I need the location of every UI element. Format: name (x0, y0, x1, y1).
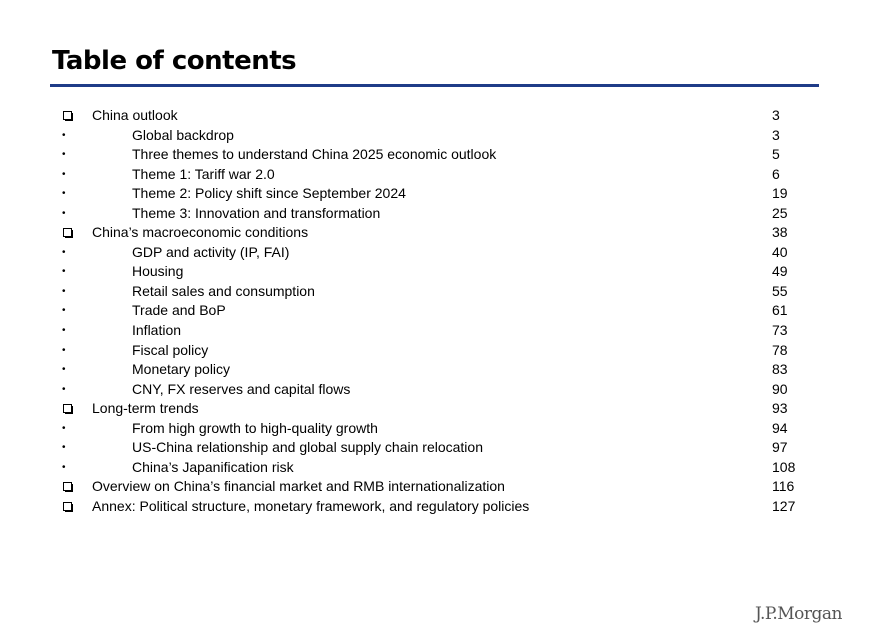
toc-subsection[interactable] (0, 204, 880, 224)
toc-subsection[interactable] (0, 458, 880, 478)
toc-section[interactable] (0, 477, 880, 497)
toc-subsection[interactable] (0, 360, 880, 380)
toc-page-number: 61 (772, 302, 788, 319)
toc-entry-label: Fiscal policy (132, 341, 209, 358)
bullet-icon: • (62, 246, 66, 258)
bullet-icon: • (62, 149, 66, 161)
toc-page-number: 93 (772, 400, 788, 417)
toc-entry-label: Monetary policy (132, 361, 231, 378)
title-divider (50, 84, 819, 87)
checkbox-bullet-icon (63, 228, 72, 237)
toc-entry-label: Retail sales and consumption (132, 282, 315, 299)
bullet-icon: • (62, 285, 66, 297)
toc-section[interactable] (0, 106, 880, 126)
bullet-icon: • (62, 383, 66, 395)
toc-subsection[interactable] (0, 184, 880, 204)
company-logo: J.P.Morgan (754, 604, 842, 624)
toc-subsection[interactable] (0, 301, 880, 321)
toc-entry-label: Annex: Political structure, monetary framework, and regulatory policies (92, 497, 530, 514)
bullet-icon: • (62, 207, 66, 219)
bullet-icon: • (62, 442, 66, 454)
bullet-icon: • (62, 344, 66, 356)
toc-entry-label: Overview on China’s financial market and RMB internationalization (92, 478, 505, 495)
toc-page-number: 3 (772, 107, 780, 123)
toc-subsection[interactable] (0, 145, 880, 165)
toc-subsection[interactable] (0, 321, 880, 341)
toc-page-number: 40 (772, 243, 788, 260)
toc-page-number: 73 (772, 322, 788, 339)
toc-subsection[interactable] (0, 126, 880, 146)
toc-page-number: 97 (772, 439, 788, 456)
toc-section[interactable] (0, 497, 880, 517)
toc-subsection[interactable] (0, 262, 880, 282)
toc-page-number: 25 (772, 204, 788, 221)
toc-entry-label: Theme 1: Tariff war 2.0 (132, 165, 275, 182)
bullet-icon: • (62, 188, 66, 200)
toc-entry-label: Three themes to understand China 2025 economic outlook (132, 146, 497, 163)
toc-page-number: 55 (772, 282, 788, 299)
bullet-icon: • (62, 305, 66, 317)
toc-subsection[interactable] (0, 438, 880, 458)
checkbox-bullet-icon (63, 502, 72, 511)
page-title: Table of contents (52, 46, 297, 76)
toc-page-number: 90 (772, 380, 788, 397)
toc-entry-label: Trade and BoP (132, 302, 226, 319)
toc-page-number: 6 (772, 165, 780, 182)
bullet-icon: • (62, 168, 66, 180)
toc-subsection[interactable] (0, 243, 880, 263)
toc-section[interactable] (0, 399, 880, 419)
toc-page-number: 19 (772, 185, 788, 202)
toc-entry-label: CNY, FX reserves and capital flows (132, 380, 351, 397)
toc-entry-label: Theme 2: Policy shift since September 2024 (132, 185, 406, 202)
toc-page-number: 116 (772, 478, 795, 495)
toc-entry-label: Housing (132, 263, 184, 280)
toc-page-number: 83 (772, 361, 788, 378)
bullet-icon: • (62, 364, 66, 376)
toc-entry-label: Long-term trends (92, 400, 199, 417)
toc-page-number: 49 (772, 263, 788, 280)
bullet-icon: • (62, 422, 66, 434)
toc-page-number: 94 (772, 419, 788, 436)
checkbox-bullet-icon (63, 482, 72, 491)
toc-section[interactable] (0, 223, 880, 243)
toc-page-number: 78 (772, 341, 788, 358)
toc-entry-label: China outlook (92, 107, 178, 123)
toc-entry-label: China’s macroeconomic conditions (92, 224, 309, 241)
toc-page-number: 38 (772, 224, 788, 241)
toc-subsection[interactable] (0, 341, 880, 361)
toc-entry-label: Theme 3: Innovation and transformation (132, 204, 381, 221)
toc-subsection[interactable] (0, 282, 880, 302)
bullet-icon: • (62, 129, 66, 141)
toc-page-number: 3 (772, 126, 780, 143)
toc-entry-label: Global backdrop (132, 126, 234, 143)
table-of-contents (0, 106, 880, 516)
bullet-icon: • (62, 266, 66, 278)
toc-entry-label: Inflation (132, 322, 182, 339)
bullet-icon: • (62, 461, 66, 473)
toc-entry-label: GDP and activity (IP, FAI) (132, 243, 290, 260)
toc-subsection[interactable] (0, 380, 880, 400)
toc-subsection[interactable] (0, 165, 880, 185)
checkbox-bullet-icon (63, 111, 72, 120)
checkbox-bullet-icon (63, 404, 72, 413)
toc-page-number: 108 (772, 458, 796, 475)
toc-subsection[interactable] (0, 419, 880, 439)
toc-entry-label: China’s Japanification risk (132, 458, 294, 475)
toc-page-number: 127 (772, 497, 796, 514)
toc-entry-label: US-China relationship and global supply chain relocation (132, 439, 483, 456)
bullet-icon: • (62, 325, 66, 337)
toc-entry-label: From high growth to high-quality growth (132, 419, 378, 436)
toc-page-number: 5 (772, 146, 780, 163)
